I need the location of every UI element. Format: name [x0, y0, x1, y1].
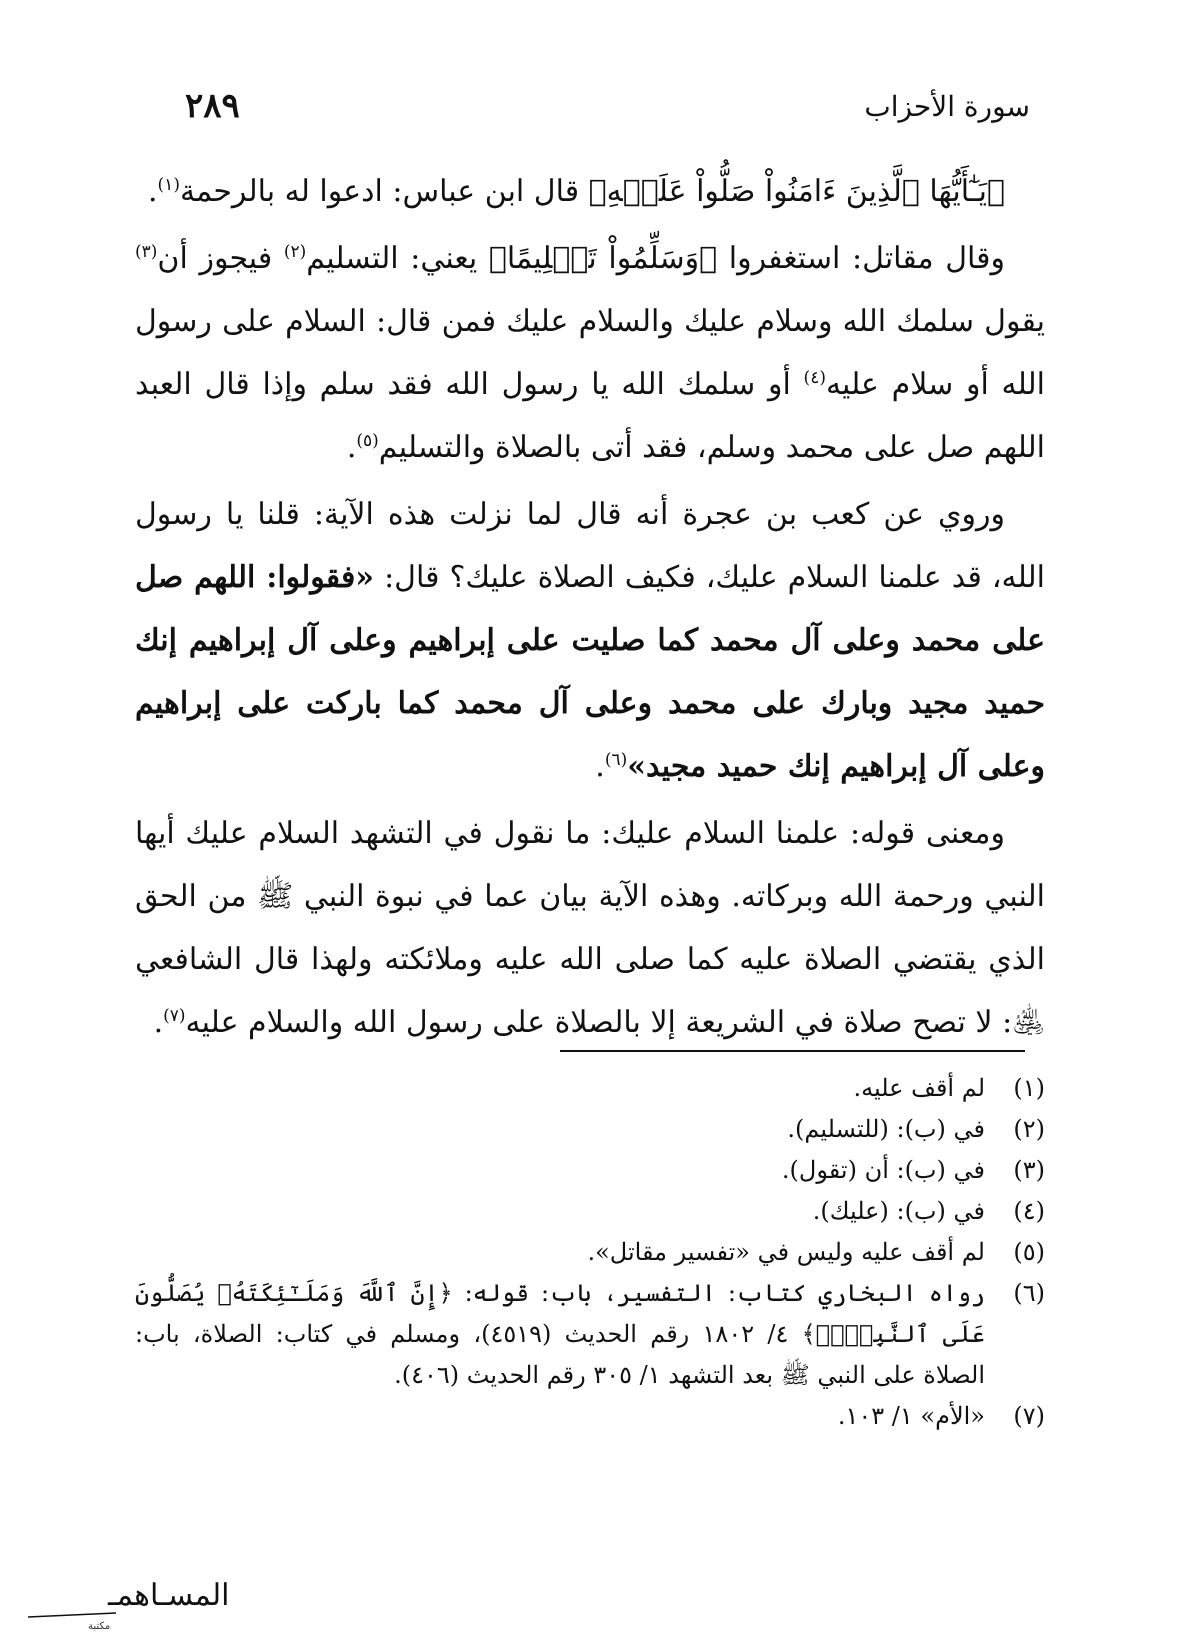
main-text	[135, 160, 1045, 1058]
footnote	[135, 1232, 1045, 1273]
footnote-text: في (ب): أن (تقول).	[781, 1156, 985, 1184]
page-number: ٢٨٩	[185, 86, 240, 126]
footnote-ref: (٦)	[604, 750, 628, 770]
paragraph: ﴿يَـٰٓأَيُّهَا ٱلَّذِينَ ءَامَنُواْ صَلُّواْ عَلَيۡهِ﴾ قال ابن عباس: ادعوا له بالرحمة$^{(١)}$.	[147, 174, 1005, 209]
paragraph: ومعنى قوله: علمنا السلام عليك: ما نقول في التشهد السلام عليك أيها النبي ورحمة الله وبركاته. وهذه الآية بيان عما في نبوة النبي ﷺ من الحق الذي يقتضي الصلاة عليه كما صلى الله عليه وملائكته ولهذا قال الشافعي ﵁: لا تصح صلاة في الشريعة إلا بالصلاة على رسول الله والسلام عليه$^{(٧)}$.	[135, 816, 1045, 1040]
footnote-text: لم أقف عليه وليس في «تفسير مقاتل».	[587, 1238, 985, 1266]
page-header	[185, 78, 1030, 128]
footnote-ref: (٥)	[356, 431, 379, 451]
footnote-number: (٦)	[1013, 1279, 1045, 1307]
footnote-number: (٥)	[1013, 1238, 1045, 1266]
footnote-ref: (٧)	[163, 1006, 186, 1026]
surah-title: سورة الأحزاب	[864, 90, 1030, 123]
footnote	[135, 1273, 1045, 1396]
footnote	[135, 1396, 1045, 1437]
quran-quote: ﴿وَسَلِّمُواْ تَسۡلِيمًا﴾	[488, 241, 718, 276]
paragraph: وقال مقاتل: استغفروا ﴿وَسَلِّمُواْ تَسۡلِيمًا﴾ يعني: التسليم$^{(٢)}$ فيجوز أن$^{(٣)}$ يقول سلمك الله وسلام عليك والسلام عليك فمن قال: السلام على رسول الله أو سلام عليه$^{(٤)}$ أو سلمك الله يا رسول الله فقد سلم وإذا قال العبد اللهم صل على محمد وسلم، فقد أتى بالصلاة والتسليم$^{(٥)}$.	[135, 241, 1045, 465]
footnote-ref: (٢)	[283, 242, 307, 262]
hadith-quote: «فقولوا: اللهم صل على محمد وعلى آل محمد كما صليت على إبراهيم وعلى آل إبراهيم إنك حميد مجيد وبارك على محمد وعلى آل محمد كما باركت على إبراهيم وعلى آل إبراهيم إنك حميد مجيد»	[135, 560, 1046, 784]
footnote-text: رواه البخاري كتاب: التفسير، باب: قوله: ﴿إِنَّ ٱللَّهَ وَمَلَـٰٓئِكَتَهُۥ يُصَلُّونَ عَلَى ٱلنَّبِيِّۚ﴾ ٤/ ١٨٠٢ رقم الحديث (٤٥١٩)، ومسلم في كتاب: الصلاة، باب: الصلاة على النبي ﷺ بعد التشهد ١/ ٣٠٥ رقم الحديث (٤٠٦).	[135, 1279, 985, 1389]
footnote-number: (١)	[1013, 1074, 1045, 1102]
footnotes	[135, 1068, 1045, 1437]
paragraph-text: وقال مقاتل: استغفروا	[717, 241, 1005, 276]
footnote-number: (٧)	[1013, 1402, 1045, 1430]
publisher-logo-icon	[8, 1565, 230, 1635]
footnote-text: «الأم» ١/ ١٠٣.	[837, 1402, 985, 1430]
footnote	[135, 1109, 1045, 1150]
footnote-number: (٢)	[1013, 1115, 1045, 1143]
footnote-ref: (١)	[157, 175, 180, 195]
logo-subtext: مكتبة	[88, 1621, 111, 1632]
footnote	[135, 1191, 1045, 1232]
paragraph-text: قال ابن عباس: ادعوا له بالرحمة	[179, 174, 589, 209]
footnote-divider	[560, 1050, 1025, 1052]
footnote-ref: (٣)	[135, 242, 158, 262]
paragraph-text: وروي عن كعب بن عجرة أنه قال لما نزلت هذه الآية: قلنا يا رسول الله، قد علمنا السلام عليك، فكيف الصلاة عليك؟ قال:	[135, 497, 1045, 595]
footnote-number: (٣)	[1013, 1156, 1045, 1184]
footnote-text: في (ب): (عليك).	[812, 1197, 985, 1225]
footnote-ref: (٤)	[803, 368, 826, 388]
footnote-text: لم أقف عليه.	[853, 1074, 985, 1102]
paragraph: وروي عن كعب بن عجرة أنه قال لما نزلت هذه الآية: قلنا يا رسول الله، قد علمنا السلام عليك، فكيف الصلاة عليك؟ قال: «فقولوا: اللهم صل على محمد وعلى آل محمد كما صليت على إبراهيم وعلى آل إبراهيم إنك حميد مجيد وبارك على محمد وعلى آل محمد كما باركت على إبراهيم وعلى آل إبراهيم إنك حميد مجيد»$^{(٦)}$.	[135, 497, 1046, 784]
footnote	[135, 1150, 1045, 1191]
footnote	[135, 1068, 1045, 1109]
paragraph-text: ومعنى قوله: علمنا السلام عليك: ما نقول في التشهد السلام عليك أيها النبي ورحمة الله وبركاته. وهذه الآية بيان عما في نبوة النبي ﷺ من الحق الذي يقتضي الصلاة عليه كما صلى الله عليه وملائكته ولهذا قال الشافعي ﵁: لا تصح صلاة في الشريعة إلا بالصلاة على رسول الله والسلام عليه	[135, 816, 1045, 1040]
logo-text: المسـاهمـ	[108, 1578, 230, 1613]
footnote-number: (٤)	[1013, 1197, 1045, 1225]
quran-quote: ﴿يَـٰٓأَيُّهَا ٱلَّذِينَ ءَامَنُواْ صَلُّواْ عَلَيۡهِ﴾	[588, 174, 1005, 209]
footnote-text: في (ب): (للتسليم).	[787, 1115, 985, 1143]
